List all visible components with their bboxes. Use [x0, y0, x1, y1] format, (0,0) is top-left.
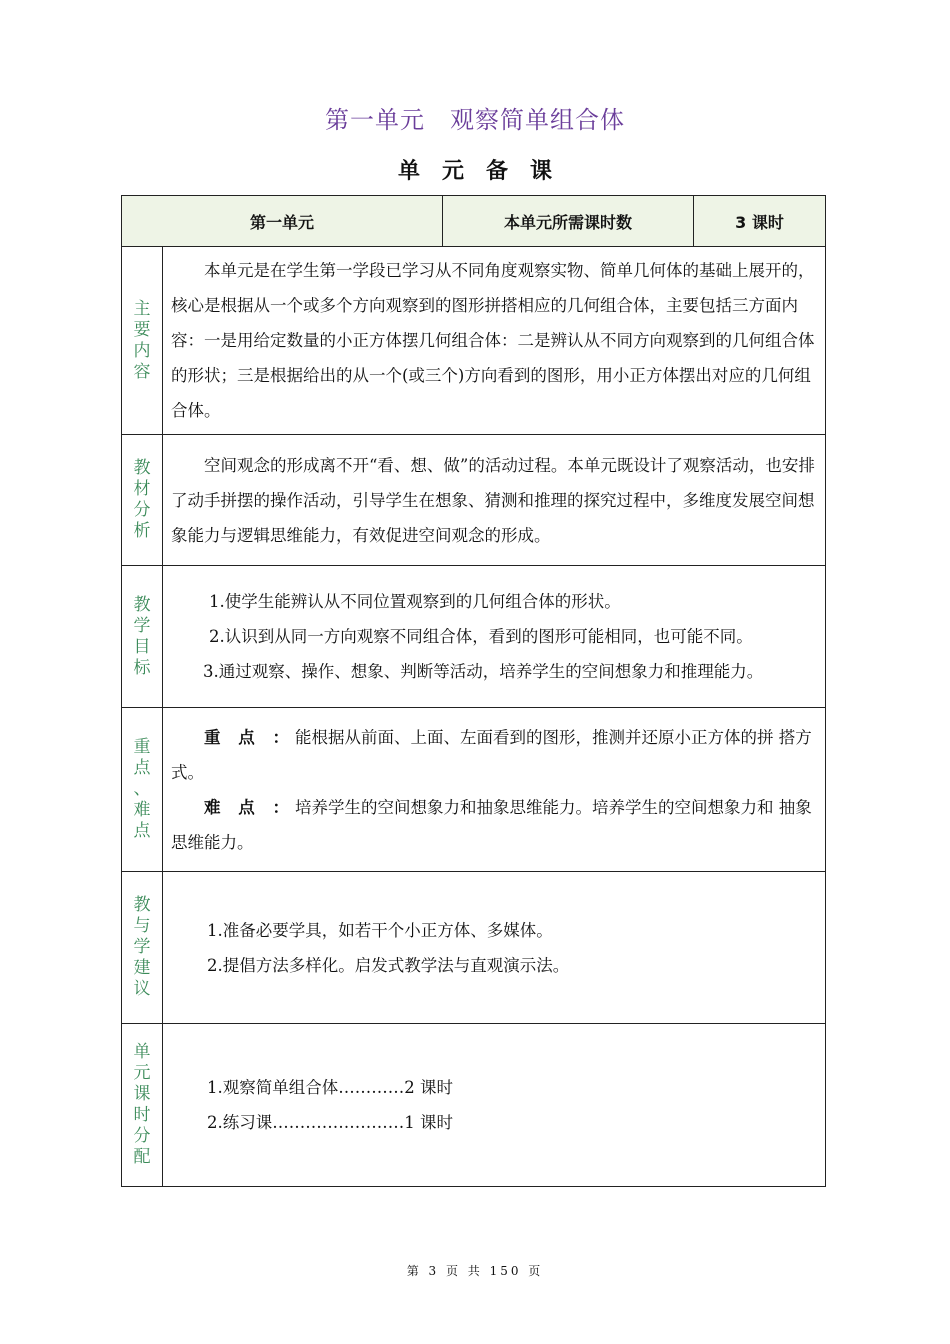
difficult-point-paragraph	[171, 790, 823, 860]
document-title: 第一单元 观察简单组合体	[325, 106, 625, 134]
goal-item: 3.通过观察、操作、想象、判断等活动，培养学生的空间想象力和推理能力。	[203, 662, 764, 681]
table-row-teaching-goals	[122, 566, 826, 708]
key-point-paragraph	[171, 720, 823, 790]
page-number: 第 3 页 共 150 页	[406, 1264, 544, 1278]
key-points-cell	[163, 708, 826, 872]
table-row-material-analysis	[122, 435, 826, 566]
row-label-key-points: 重 点 、 难 点	[122, 708, 163, 872]
suggestion-item: 2.提倡方法多样化。启发式教学法与直观演示法。	[207, 955, 570, 975]
table-row-suggestions	[122, 872, 826, 1024]
document-subtitle: 单元备课	[397, 159, 574, 184]
goal-item: 2.认识到从同一方向观察不同组合体，看到的图形可能相同，也可能不同。	[209, 627, 753, 646]
goal-item: 1.使学生能辨认从不同位置观察到的几何组合体的形状。	[209, 592, 621, 611]
row-label-schedule: 单 元 课 时 分 配	[122, 1024, 163, 1187]
key-point-text: 能根据从前面、上面、左面看到的图形，推测并还原小正方体的拼 搭方式。	[171, 727, 812, 782]
row-label-suggestions: 教 与 学 建 议	[122, 872, 163, 1024]
hours-value-cell: 3 课时	[694, 196, 826, 247]
row-label-material-analysis: 教 材 分 析	[122, 435, 163, 566]
table-header-row	[122, 196, 826, 247]
key-point-label: 重 点 ：	[204, 727, 295, 747]
suggestion-item: 1.准备必要学具，如若干个小正方体、多媒体。	[207, 920, 553, 940]
difficult-point-text: 培养学生的空间想象力和抽象思维能力。培养学生的空间想象力和 抽象思维能力。	[171, 797, 812, 852]
suggestions-cell	[163, 872, 826, 1024]
table-row-main-content	[122, 247, 826, 435]
schedule-item: 1.观察简单组合体…………2 课时	[207, 1078, 453, 1097]
teaching-goals-cell	[163, 566, 826, 708]
row-label-teaching-goals: 教 学 目 标	[122, 566, 163, 708]
row-label-main-content: 主 要 内 容	[122, 247, 163, 435]
schedule-item: 2.练习课……………………1 课时	[207, 1113, 453, 1132]
unit-plan-table	[121, 195, 826, 1187]
table-row-schedule	[122, 1024, 826, 1187]
unit-name-cell: 第一单元	[122, 196, 443, 247]
main-content-text: 本单元是在学生第一学段已学习从不同角度观察实物、简单几何体的基础上展开的，核心是根据从一个或多个方向观察到的图形拼搭相应的几何组合体，主要包括三方面内容：一是用给定数量的小正方体摆几何组合体：二是辨认从不同方向观察到的几何组合体的形状；三是根据给出的从一个(或三个)方向看到的图形，用小正方体摆出对应的几何组合体。	[163, 247, 826, 435]
table-row-key-points	[122, 708, 826, 872]
schedule-cell	[163, 1024, 826, 1187]
material-analysis-text: 空间观念的形成离不开“看、想、做”的活动过程。本单元既设计了观察活动，也安排了动手拼摆的操作活动，引导学生在想象、猜测和推理的探究过程中，多维度发展空间想象能力与逻辑思维能力，有效促进空间观念的形成。	[163, 435, 826, 566]
hours-label-cell: 本单元所需课时数	[443, 196, 694, 247]
difficult-point-label: 难 点 ：	[204, 797, 295, 817]
